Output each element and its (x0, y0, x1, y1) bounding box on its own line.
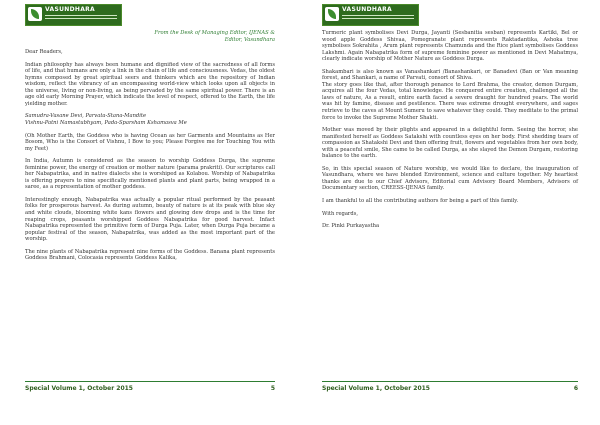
verse-translation: (Oh Mother Earth, the Goddess who is having Ocean as her Garments and Mountains as Her Bosom, Who is the Consort of Vishnu, I Bow to you; Please Forgive me for Touching You with my Feet) (25, 132, 275, 152)
closing: With regards, (322, 210, 359, 217)
page-footer (322, 381, 578, 394)
issue-label: Special Volume 1, October 2015 (25, 385, 133, 392)
page-6-text (322, 30, 578, 236)
masthead-brand: VASUNDHARA (45, 6, 96, 13)
greeting: Dear Readers, (25, 49, 63, 56)
page-number: 5 (270, 385, 275, 392)
leaf-logo-icon (28, 7, 42, 21)
paragraph: Indian philosophy has always been humane and dignified view of the sacredness of all forms of life, and that humans are only a link in the chain of life and consciousness. Vedas, the oldest hymns composed by great spiritual seers and thinkers which are the repository of Indian wisdom, reflect the vibrancy of an encompassing world-view which looks upon all objects in the universe, living or non-living, as being pervaded by the same spiritual power. There is an age old early Morning Prayer, which indicate the level of respect, offered to the Earth, the life yielding mother. (25, 61, 275, 107)
paragraph: Mother was moved by their plights and appeared in a delightful form. Seeing the horror, she manifested herself as Goddess Satakshi with countless eyes on her body. First shedding tears of compassion as Shatakshi Devi and then offering fruit, flowers and vegetables from her own body, with a peaceful smile, She came to be called Durga, as she slayed the Demon Durgam, restoring balance to the earth. (322, 127, 579, 160)
page-number: 6 (573, 385, 578, 392)
issue-label: Special Volume 1, October 2015 (322, 385, 430, 392)
page-5-text (25, 30, 275, 268)
masthead-brand: VASUNDHARA (342, 6, 393, 13)
masthead (322, 4, 419, 26)
paragraph: Shakambari is also known as Vanashankari /Banashankari, or Banadevi (Ban or Van meaning forest, and Shankari, a name of Parvati, consort of Shiva. The story goes like that, after thorough penance to Lord Brahma, the creator, demon Durgam, acquires all the four Vedas, total knowledge. He conquered entire creation, challenged all the laws of nature, As a result, entire earth faced a severe draught for hundred years. The world was hit by famine, disease and pestilence. There was extreme drought everywhere, and sages retrieve to the caves at Mount Sumeru to save whatever they could. They meditate to the primal force to invoke the Supreme Mother Shakti. (322, 68, 578, 121)
sanskrit-verse: Samudra-Vasane Devi, Parvata-Stana-Mandite Vishnu-Patni Namastubhyam, Pada-Sparsham Kshamasva Me (25, 113, 187, 127)
editor-signature: From the Desk of Managing Editor, IJENAS & Editor, Vasundhara (154, 30, 275, 43)
leaf-logo-icon (325, 7, 339, 21)
paragraph: Interestingly enough, Nabapatrika was actually a popular ritual performed by the peasant folks for prosperous harvest. As during autumn, beauty of nature is at its peak with blue sky and white clouds, blooming white kans flowers and glowing dew drops and is the time for reaping crops, peasants worshipped Goddess Nabapatrika for good harvest. Infact Nabapatrika represented the primitive form of Durga Puja. Later, when Durga Puja became a popular festival of the season, Nabapatrika, was added as the most important part of the worship. (25, 196, 275, 243)
page-footer (25, 381, 275, 394)
page-6 (300, 0, 600, 425)
paragraph: In India, Autumn is considered as the season to worship Goddess Durga, the supreme feminine power, the energy of creation or mother nature (parama prakriti). Our scriptures call her Nabapatrika, and in native dialects she is worshiped as Kolabou. Worship of Nabapatrika is offering prayers to nine specifically mentioned plants and plant parts, being wrapped in a saree, as a representation of mother goddess. (25, 158, 275, 191)
author-name: Dr. Pinki Purkayastha (322, 223, 380, 230)
masthead (25, 4, 122, 26)
paragraph: The nine plants of Nabapatrika represent nine forms of the Goddess. Banana plant represents Goddess Brahmani, Colocasia represents Goddess Kalika, (25, 248, 275, 262)
paragraph: Turmeric plant symbolises Devi Durga, Jayanti (Sesbanitia sesban) represents Kartiki, Bel or wood apple Goddess Shivaa, Pomegranate plant represents Raktadantika, Ashoka tree symbolises Sokrahita , Arum plant represents Chamunda and the Rice plant symbolises Goddess Lakshmi. Again Nabapatrika form of supreme feminine power as mentioned in Devi Mahatmya, clearly indicate worship of Mother Nature as Goddess Durga. (322, 30, 578, 63)
paragraph: So, in this special season of Nature worship, we would like to declare, the inauguration of Vasundhara, where we have blended Environment, science and culture together. My heartiest thanks are due to our Chief Advisors, Editorial cum Advisory Board Members, Advisors of Documentary section, CREESS-IJENAS family. (322, 165, 578, 192)
paragraph: I am thankful to all the contributing authors for being a part of this family. (322, 198, 519, 205)
